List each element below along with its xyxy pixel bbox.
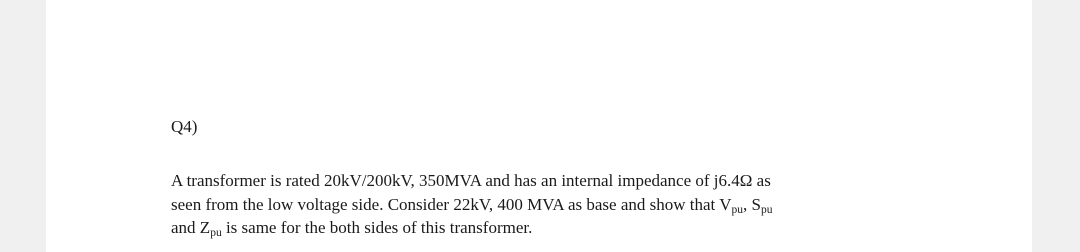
symbol-z-subscript: pu (210, 227, 222, 239)
symbol-separator: , (742, 194, 752, 214)
question-line-1: A transformer is rated 20kV/200kV, 350MVA and has an internal impedance of j6.4Ω as (171, 171, 771, 190)
symbol-s-subscript: pu (760, 203, 773, 216)
question-line-3-text: is same for the both sides of this transformer. (225, 218, 533, 237)
symbol-v-subscript: pu (731, 203, 743, 216)
question-text (171, 169, 931, 240)
question-line-3 (171, 216, 931, 240)
question-line-2-text: seen from the low voltage side. Consider 22kV, 400 MVA as base and show that (171, 194, 716, 214)
symbol-s: S (751, 194, 761, 214)
and-word: and (171, 218, 196, 237)
symbol-z: Z (199, 218, 211, 237)
symbol-v: V (719, 194, 732, 214)
question-line-2 (171, 193, 931, 217)
document-page (46, 0, 1032, 252)
question-number: Q4) (171, 117, 198, 136)
